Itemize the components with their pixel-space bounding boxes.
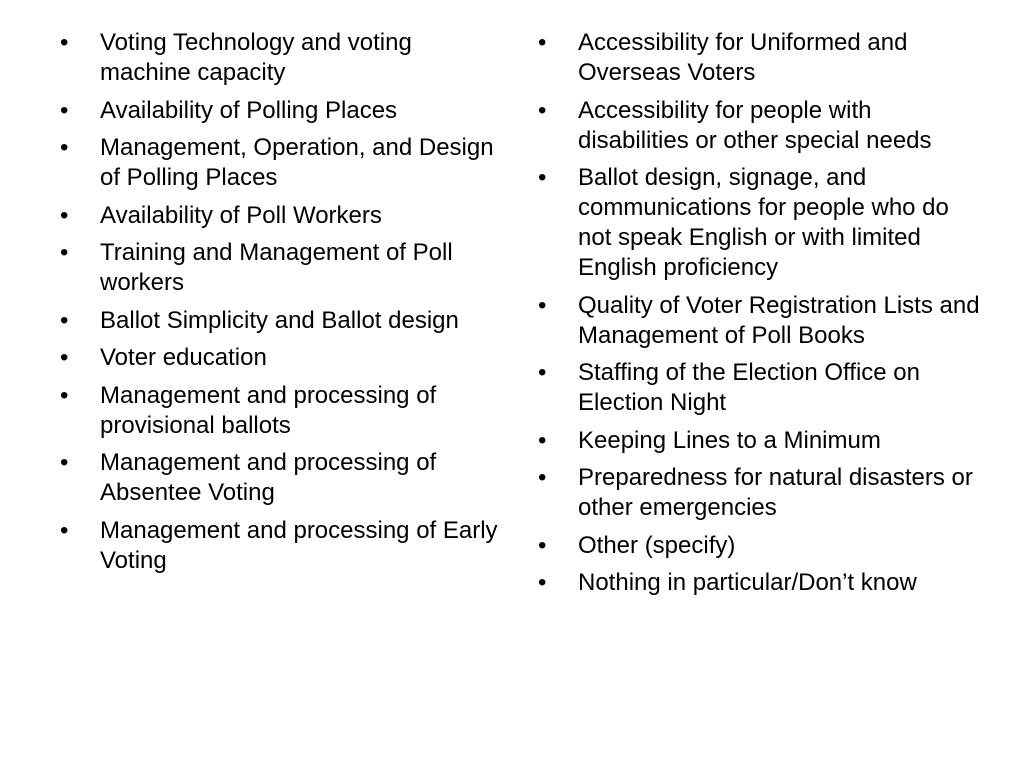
list-item [538, 358, 988, 418]
list-item [538, 568, 988, 598]
bullet-icon: • [60, 381, 69, 409]
list-item [60, 381, 500, 441]
list-item [60, 516, 500, 576]
list-item-text: Voting Technology and voting machine capacity [100, 29, 412, 86]
list-item [60, 201, 500, 231]
right-bullet-list [538, 28, 988, 606]
list-item [538, 96, 988, 156]
list-item-text: Quality of Voter Registration Lists and Management of Poll Books [578, 291, 980, 349]
list-item-text: Management, Operation, and Design of Polling Places [100, 134, 494, 191]
list-item-text: Ballot Simplicity and Ballot design [100, 306, 459, 334]
list-item-text: Nothing in particular/Don’t know [578, 569, 917, 596]
list-item-text: Accessibility for people with disabilities or other special needs [578, 96, 932, 154]
list-item-text: Accessibility for Uniformed and Overseas Voters [578, 29, 908, 86]
list-item [60, 133, 500, 193]
list-item [60, 306, 500, 336]
bullet-icon: • [60, 96, 69, 124]
list-item [60, 448, 500, 508]
list-item-text: Management and processing of provisional ballots [100, 381, 437, 439]
list-item [538, 463, 988, 523]
list-item-text: Availability of Polling Places [100, 96, 398, 124]
bullet-icon: • [538, 531, 547, 559]
bullet-icon: • [60, 306, 69, 334]
list-item-text: Ballot design, signage, and communications for people who do not speak English or with limited English proficiency [578, 164, 949, 281]
bullet-icon: • [60, 516, 69, 544]
bullet-icon: • [60, 449, 69, 476]
list-item-text: Other (specify) [578, 531, 736, 559]
list-item-text: Availability of Poll Workers [100, 201, 382, 229]
list-item-text: Preparedness for natural disasters or other emergencies [578, 464, 973, 521]
bullet-icon: • [538, 426, 547, 454]
list-item [60, 96, 500, 126]
list-item [538, 163, 988, 283]
bullet-icon: • [60, 344, 69, 371]
list-item [538, 426, 988, 456]
list-item-text: Keeping Lines to a Minimum [578, 426, 881, 454]
bullet-icon: • [538, 291, 547, 319]
list-item [538, 28, 988, 88]
bullet-icon: • [60, 29, 69, 56]
list-item [60, 343, 500, 373]
bullet-icon: • [60, 239, 69, 266]
list-item-text: Management and processing of Absentee Voting [100, 449, 437, 506]
list-item [538, 291, 988, 351]
list-item-text: Voter education [100, 344, 267, 371]
list-item [538, 531, 988, 561]
list-item [60, 238, 500, 298]
left-bullet-list [60, 28, 500, 583]
list-item-text: Training and Management of Poll workers [100, 239, 453, 296]
bullet-icon: • [538, 29, 547, 56]
list-item [60, 28, 500, 88]
bullet-icon: • [60, 201, 69, 229]
list-item-text: Management and processing of Early Voting [100, 516, 498, 574]
bullet-icon: • [538, 464, 547, 491]
bullet-icon: • [538, 96, 547, 124]
bullet-icon: • [538, 359, 547, 386]
bullet-icon: • [538, 569, 547, 596]
bullet-icon: • [60, 134, 69, 161]
list-item-text: Staffing of the Election Office on Election Night [578, 359, 920, 416]
bullet-icon: • [538, 164, 547, 191]
